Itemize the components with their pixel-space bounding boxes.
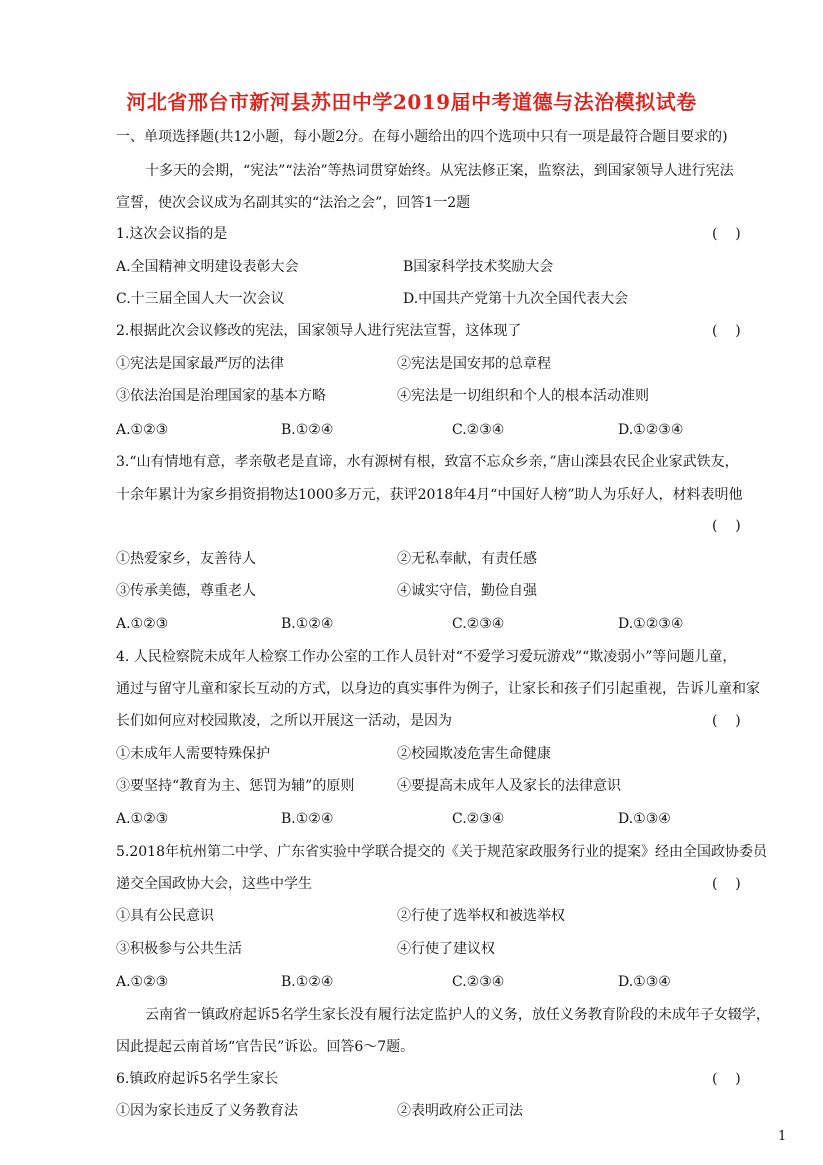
q1-stem: 1.这次会议指的是 <box>116 226 228 242</box>
intro-paragraph-line: 因此提起云南首场“官告民”诉讼。回答6～7题。 <box>116 1039 415 1055</box>
q6-stem: 6.镇政府起诉5名学生家长 <box>116 1071 279 1087</box>
answer-blank: ( ) <box>712 713 741 729</box>
q3-statement-1: ①热爱家乡，友善待人 <box>116 551 256 567</box>
q5-statement-2: ②行使了选举权和被选举权 <box>397 908 565 924</box>
q4-stem-line: 长们如何应对校园欺凌，之所以开展这一活动，是因为 <box>116 713 452 729</box>
q4-stem-line: 4. 人民检察院未成年人检察工作办公室的工作人员针对“不爱学习爱玩游戏”“欺凌弱小”等问题儿童， <box>116 649 737 665</box>
q3-statement-3: ③传承美德，尊重老人 <box>116 583 256 599</box>
intro-paragraph-line: 云南省一镇政府起诉5名学生家长没有履行法定监护人的义务，放任义务教育阶段的未成年子女辍学， <box>145 1007 770 1023</box>
q2-stem: 2.根据此次会议修改的宪法，国家领导人进行宪法宣誓，这体现了 <box>116 323 522 339</box>
q5-option-c: C.②③④ <box>452 974 505 990</box>
q2-option-c: C.②③④ <box>452 422 505 438</box>
q4-option-b: B.①②④ <box>281 811 334 827</box>
q3-option-b: B.①②④ <box>281 616 334 632</box>
answer-blank: ( ) <box>712 1071 741 1087</box>
q1-option-d: D.中国共产党第十九次全国代表大会 <box>403 291 629 307</box>
answer-blank: ( ) <box>712 323 741 339</box>
q4-statement-4: ④要提高未成年人及家长的法律意识 <box>397 778 621 794</box>
q2-statement-2: ②宪法是国安邦的总章程 <box>397 356 551 372</box>
answer-blank: ( ) <box>712 226 741 242</box>
answer-blank: ( ) <box>712 518 741 534</box>
q3-option-c: C.②③④ <box>452 616 505 632</box>
q1-option-c: C.十三届全国人大一次会议 <box>116 291 285 307</box>
q3-stem-line: 3.“山有情地有意，孝亲敬老是直谛，水有源树有根，致富不忘众乡亲，”唐山滦县农民企业家武铁友， <box>116 454 739 470</box>
q2-statement-4: ④宪法是一切组织和个人的根本活动准则 <box>397 388 649 404</box>
q5-option-d: D.①③④ <box>618 974 671 990</box>
q5-stem-line: 递交全国政协大会，这些中学生 <box>116 876 312 892</box>
q5-stem-line: 5.2018年杭州第二中学、广东省实验中学联合提交的《关于规范家政服务行业的提案》经由全国政协委员 <box>116 844 767 860</box>
q6-statement-1: ①因为家长违反了义务教育法 <box>116 1103 298 1119</box>
q5-statement-1: ①具有公民意识 <box>116 908 214 924</box>
q2-option-b: B.①②④ <box>281 422 334 438</box>
q1-option-b: B国家科学技术奖励大会 <box>403 259 554 275</box>
q3-statement-4: ④诚实守信，勤俭自强 <box>397 583 537 599</box>
q2-statement-1: ①宪法是国家最严厉的法律 <box>116 356 284 372</box>
q5-statement-3: ③积极参与公共生活 <box>116 941 242 957</box>
q5-option-b: B.①②④ <box>281 974 334 990</box>
page-number: 1 <box>778 1129 787 1144</box>
q4-option-c: C.②③④ <box>452 811 505 827</box>
q4-statement-3: ③要坚持“教育为主、惩罚为辅”的原则 <box>116 778 355 794</box>
page-title: 河北省邢台市新河县苏田中学2019届中考道德与法治模拟试卷 <box>126 90 697 114</box>
q3-option-d: D.①②③④ <box>618 616 684 632</box>
answer-blank: ( ) <box>712 876 741 892</box>
q1-option-a: A.全国精神文明建设表彰大会 <box>116 259 299 275</box>
q4-option-d: D.①③④ <box>618 811 671 827</box>
q4-statement-1: ①未成年人需要特殊保护 <box>116 746 270 762</box>
q2-statement-3: ③依法治国是治理国家的基本方略 <box>116 388 326 404</box>
intro-paragraph-line: 十多天的会期，“宪法”“法治”等热词贯穿始终。从宪法修正案，监察法，到国家领导人进行宪法 <box>145 163 734 179</box>
q4-statement-2: ②校园欺凌危害生命健康 <box>397 746 551 762</box>
q6-statement-2: ②表明政府公正司法 <box>397 1103 523 1119</box>
section-heading: 一、单项选择题(共12小题，每小题2分。在每小题给出的四个选项中只有一项是最符合题目要求的) <box>116 129 728 145</box>
q5-statement-4: ④行使了建议权 <box>397 941 495 957</box>
q3-stem-line: 十余年累计为家乡捐资捐物达1000多万元，获评2018年4月“中国好人榜”助人为乐好人，材料表明他 <box>116 487 743 503</box>
q4-stem-line: 通过与留守儿童和家长互动的方式，以身边的真实事件为例子，让家长和孩子们引起重视，告诉儿童和家 <box>116 681 760 697</box>
intro-paragraph-line: 宣誓，使次会议成为名副其实的“法治之会”，回答1一2题 <box>116 195 471 211</box>
q3-option-a: A.①②③ <box>116 616 169 632</box>
q4-option-a: A.①②③ <box>116 811 169 827</box>
q3-statement-2: ②无私奉献，有责任感 <box>397 551 537 567</box>
q2-option-a: A.①②③ <box>116 422 169 438</box>
q5-option-a: A.①②③ <box>116 974 169 990</box>
q2-option-d: D.①②③④ <box>618 422 684 438</box>
